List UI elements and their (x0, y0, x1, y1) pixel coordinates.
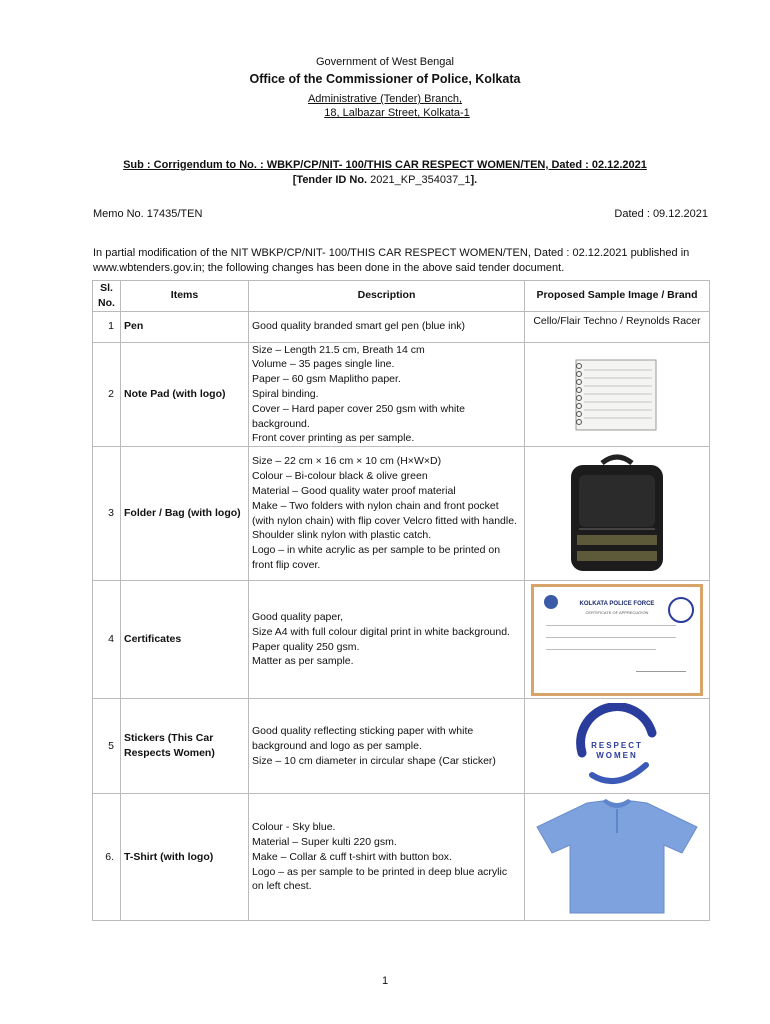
row-description (249, 342, 525, 447)
desc-line: Volume – 35 pages single line. (252, 358, 395, 371)
desc-line: Cover – Hard paper cover 250 gsm with white background. (252, 402, 466, 430)
row-description (249, 794, 525, 921)
certificate-image (525, 581, 710, 699)
tshirt-image (525, 794, 710, 921)
header-items: Items (121, 281, 249, 312)
desc-line: Logo – in white acrylic as per sample to be printed on front flip cover. (252, 544, 501, 572)
row-item: Stickers (This Car Respects Women) (121, 699, 249, 794)
desc-line: Size – 22 cm × 16 cm × 10 cm (H×W×D) (252, 455, 442, 468)
desc-line: Make – Two folders with nylon chain and front pocket (with nylon chain) with flip cover Velcro fitted with handle. Shoulder slink nylon with plastic catch. (252, 499, 517, 542)
header-address: 18, Lalbazar Street, Kolkata-1 (324, 107, 470, 119)
row-sl: 4 (93, 581, 121, 699)
tender-prefix: [Tender ID No. (292, 174, 368, 186)
header-office: Office of the Commissioner of Police, Kolkata (249, 72, 521, 86)
header-description: Description (249, 281, 525, 312)
row-sl: 5 (93, 699, 121, 794)
notepad-image (525, 342, 710, 447)
desc-line: Matter as per sample. (252, 655, 354, 668)
desc-line: Logo – as per sample to be printed in deep blue acrylic on left chest. (252, 865, 508, 893)
desc-line: Material – Good quality water proof material (252, 485, 456, 498)
certificate-title: KOLKATA POLICE FORCE (579, 600, 655, 607)
row-item: Folder / Bag (with logo) (121, 447, 249, 581)
row-sl: 1 (93, 311, 121, 342)
desc-line: Make – Collar & cuff t-shirt with button box. (252, 850, 452, 863)
subject-text: Sub : Corrigendum to No. : WBKP/CP/NIT- 100/THIS CAR RESPECT WOMEN/TEN, Dated : 02.12.2021 (123, 159, 647, 171)
tender-id-line (0, 174, 770, 186)
row-sample-text: Cello/Flair Techno / Reynolds Racer (525, 311, 710, 342)
header-government: Government of West Bengal (316, 56, 454, 68)
row-sl: 6. (93, 794, 121, 921)
row-description (249, 581, 525, 699)
bag-image (525, 447, 710, 581)
desc-line: Good quality reflecting sticking paper with white background and logo as per sample. (252, 724, 474, 752)
desc-line: Size – Length 21.5 cm, Breath 14 cm (252, 343, 425, 356)
sticker-image (525, 699, 710, 794)
table-row (93, 581, 710, 699)
table-row (93, 699, 710, 794)
tender-id: 2021_KP_354037_1 (370, 174, 471, 186)
subject-line (0, 159, 770, 171)
desc-line: Paper quality 250 gsm. (252, 640, 360, 653)
desc-line: Front cover printing as per sample. (252, 432, 415, 445)
items-table (92, 280, 710, 921)
row-item: Note Pad (with logo) (121, 342, 249, 447)
sticker-text-line2: WOMEN (596, 751, 638, 761)
table-row (93, 342, 710, 447)
header-sample: Proposed Sample Image / Brand (525, 281, 710, 312)
row-description: Good quality branded smart gel pen (blue ink) (249, 311, 525, 342)
row-item: Certificates (121, 581, 249, 699)
header-branch: Administrative (Tender) Branch, (307, 93, 463, 105)
certificate-subtitle: CERTIFICATE OF APPRECIATION (585, 609, 649, 615)
memo-number: Memo No. 17435/TEN (93, 208, 203, 220)
table-row (93, 447, 710, 581)
desc-line: Material – Super kulti 220 gsm. (252, 835, 397, 848)
desc-line: Spiral binding. (252, 387, 319, 400)
intro-paragraph: In partial modification of the NIT WBKP/CP/NIT- 100/THIS CAR RESPECT WOMEN/TEN, Dated : 02.12.2021 published in www.wbtenders.gov.in; the following changes has been done in the above said tender document. (93, 247, 690, 274)
row-sl: 3 (93, 447, 121, 581)
desc-line: Colour - Sky blue. (252, 821, 336, 834)
table-row (93, 794, 710, 921)
desc-line: Good quality paper, (252, 611, 344, 624)
header-sl: Sl. No. (93, 281, 121, 312)
desc-line: Size A4 with full colour digital print in white background. (252, 625, 510, 638)
tender-suffix: ]. (470, 174, 478, 186)
sticker-text-line1: RESPECT (591, 741, 643, 751)
row-description (249, 699, 525, 794)
desc-line: Colour – Bi-colour black & olive green (252, 470, 428, 483)
table-row (93, 311, 710, 342)
desc-line: Size – 10 cm diameter in circular shape (Car sticker) (252, 754, 496, 767)
desc-line: Paper – 60 gsm Maplitho paper. (252, 373, 401, 386)
row-sl: 2 (93, 342, 121, 447)
page-number: 1 (381, 975, 389, 987)
row-description (249, 447, 525, 581)
row-item: T-Shirt (with logo) (121, 794, 249, 921)
row-item: Pen (121, 311, 249, 342)
memo-date: Dated : 09.12.2021 (614, 208, 708, 220)
